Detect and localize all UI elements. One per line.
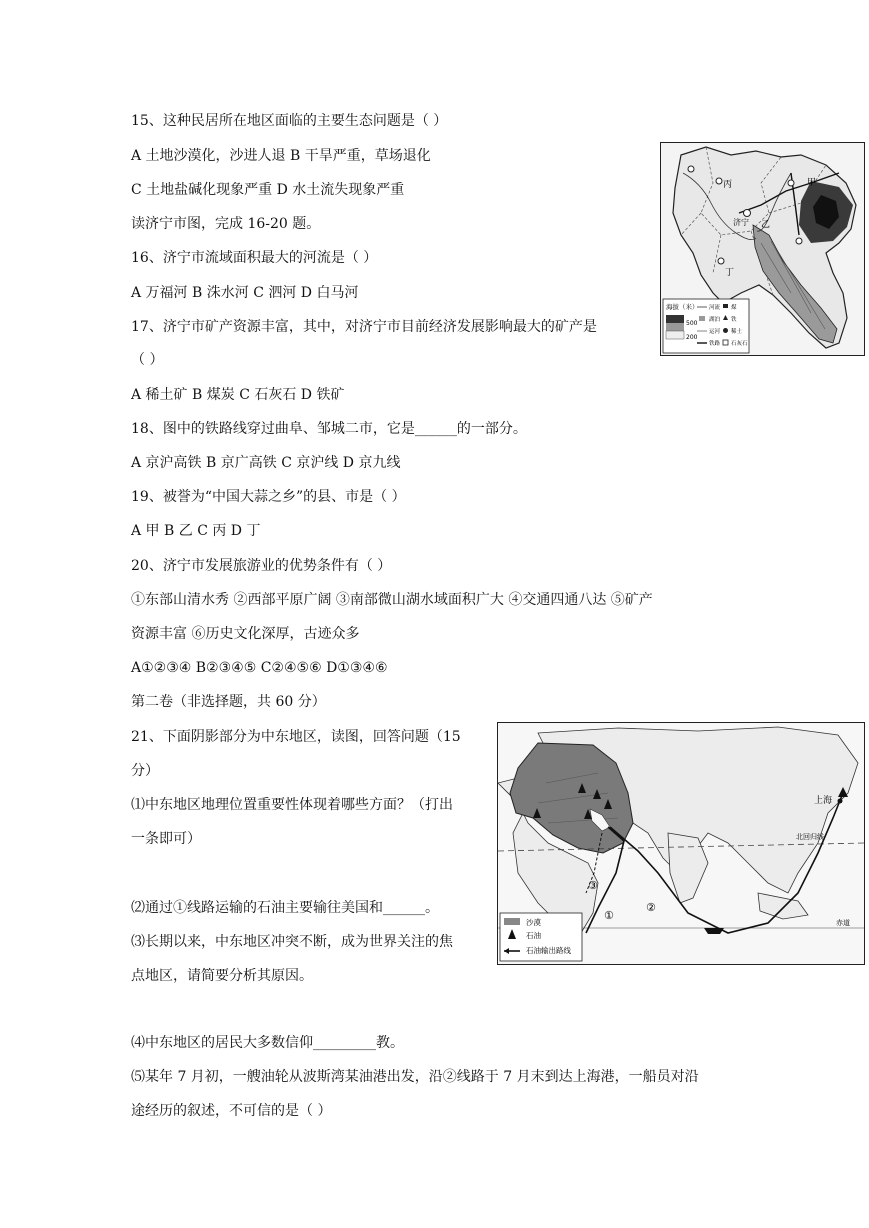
- q21-part4: ⑷中东地区的居民大多数信仰_________教。: [131, 1035, 404, 1051]
- q17-options: A 稀土矿 B 煤炭 C 石灰石 D 铁矿: [131, 387, 345, 403]
- legend-limestone: 石灰石: [731, 341, 748, 347]
- q18-stem: 18、图中的铁路线穿过曲阜、邹城二市，它是______的一部分。: [131, 421, 527, 437]
- legend-lake-symbol: [699, 316, 705, 321]
- town-marker: [796, 238, 802, 244]
- jining-map: [660, 142, 865, 356]
- label-yi: 乙: [761, 220, 771, 230]
- q20-stem: 20、济宁市发展旅游业的优势条件有（ ）: [131, 558, 392, 574]
- map-reading-instruction: 读济宁市图，完成 16-20 题。: [131, 216, 321, 232]
- q20-options: A①②③④ B②③④⑤ C②④⑤⑥ D①③④⑥: [131, 660, 388, 676]
- q21-part3: ⑶长期以来，中东地区冲突不断，成为世界关注的焦: [131, 934, 453, 950]
- tropic-label: 北回归线: [796, 833, 824, 841]
- legend-oil: 石油: [526, 931, 541, 940]
- mideast-map-drawing: [498, 723, 864, 964]
- q17-stem: 17、济宁市矿产资源丰富，其中，对济宁市目前经济发展影响最大的矿产是: [131, 319, 597, 335]
- q21-part5-continued: 途经历的叙述，不可信的是（ ）: [131, 1103, 332, 1119]
- q21-stem-continued: 分）: [131, 763, 159, 779]
- shanghai-marker: [838, 799, 843, 804]
- q15-options-ab: A 土地沙漠化，沙进人退 B 干旱严重，草场退化: [131, 148, 431, 164]
- legend-canal: 运河: [709, 329, 721, 335]
- label-bing: 丙: [723, 180, 733, 190]
- legend-swatch-low: [666, 331, 684, 339]
- label-ding: 丁: [725, 268, 735, 278]
- mideast-map: [497, 722, 865, 965]
- legend-elev-500: 500: [686, 320, 698, 327]
- q15-stem: 15、这种民居所在地区面临的主要生态问题是（ ）: [131, 113, 448, 129]
- q18-options: A 京沪高铁 B 京广高铁 C 京沪线 D 京九线: [131, 455, 401, 471]
- legend-rare-earth-symbol: [723, 328, 728, 333]
- q21-part1: ⑴中东地区地理位置重要性体现着哪些方面？（打出: [131, 797, 453, 813]
- shanghai-label: 上海: [814, 796, 833, 806]
- town-marker: [788, 180, 794, 186]
- q21-stem: 21、下面阴影部分为中东地区，读图，回答问题（15: [131, 729, 461, 745]
- town-marker: [688, 166, 694, 172]
- legend-lake: 湖泊: [709, 317, 721, 323]
- q20-items: ①东部山清水秀 ②西部平原广阔 ③南部微山湖水域面积广大 ④交通四通八达 ⑤矿产: [131, 592, 653, 608]
- q16-options: A 万福河 B 洙水河 C 泗河 D 白马河: [131, 285, 359, 301]
- city-marker: [744, 210, 751, 217]
- route-2-label: ②: [646, 901, 656, 914]
- q19-stem: 19、被誉为“中国大蒜之乡”的县、市是（ ）: [131, 489, 406, 505]
- town-marker: [718, 258, 724, 264]
- legend-swatch-high: [666, 315, 684, 323]
- legend-swatch-mid: [666, 323, 684, 331]
- town-marker: [716, 178, 722, 184]
- legend-oil-route: 石油输出路线: [526, 946, 571, 955]
- equator-label: 赤道: [836, 919, 850, 927]
- q15-options-cd: C 土地盐碱化现象严重 D 水土流失现象严重: [131, 182, 405, 198]
- legend-desert: 沙漠: [526, 918, 541, 927]
- q17-stem-continued: （ ）: [131, 352, 164, 368]
- legend-coal-symbol: [723, 304, 728, 308]
- section-two-title: 第二卷（非选择题，共 60 分）: [131, 694, 326, 710]
- q21-part1-continued: 一条即可）: [131, 831, 201, 847]
- route-1-label: ①: [604, 909, 614, 922]
- q21-part3-continued: 点地区，请简要分析其原因。: [131, 968, 313, 984]
- legend-rare-earth: 稀土: [731, 329, 743, 335]
- legend-desert-symbol: [504, 918, 520, 925]
- q20-items-continued: 资源丰富 ⑥历史文化深厚，古迹众多: [131, 626, 360, 642]
- q21-part5: ⑸某年 7 月初，一艘油轮从波斯湾某油港出发，沿②线路于 7 月末到达上海港，一船员对沿: [131, 1069, 699, 1085]
- legend-river: 河流: [709, 305, 721, 311]
- legend-railway: 铁路: [709, 341, 721, 347]
- legend-title: 海拔（米）: [666, 303, 699, 311]
- legend-coal: 煤: [731, 305, 737, 311]
- q21-part2: ⑵通过①线路运输的石油主要输往美国和______。: [131, 900, 439, 916]
- q16-stem: 16、济宁市流域面积最大的河流是（ ）: [131, 250, 378, 266]
- q19-options: A 甲 B 乙 C 丙 D 丁: [131, 523, 261, 539]
- route-3-label: ③: [588, 879, 598, 892]
- label-jia: 甲: [807, 178, 817, 188]
- legend-iron: 铁: [731, 317, 737, 323]
- legend-elev-200: 200: [686, 334, 698, 341]
- label-jining: 济宁: [733, 218, 749, 227]
- jining-map-drawing: [661, 143, 864, 355]
